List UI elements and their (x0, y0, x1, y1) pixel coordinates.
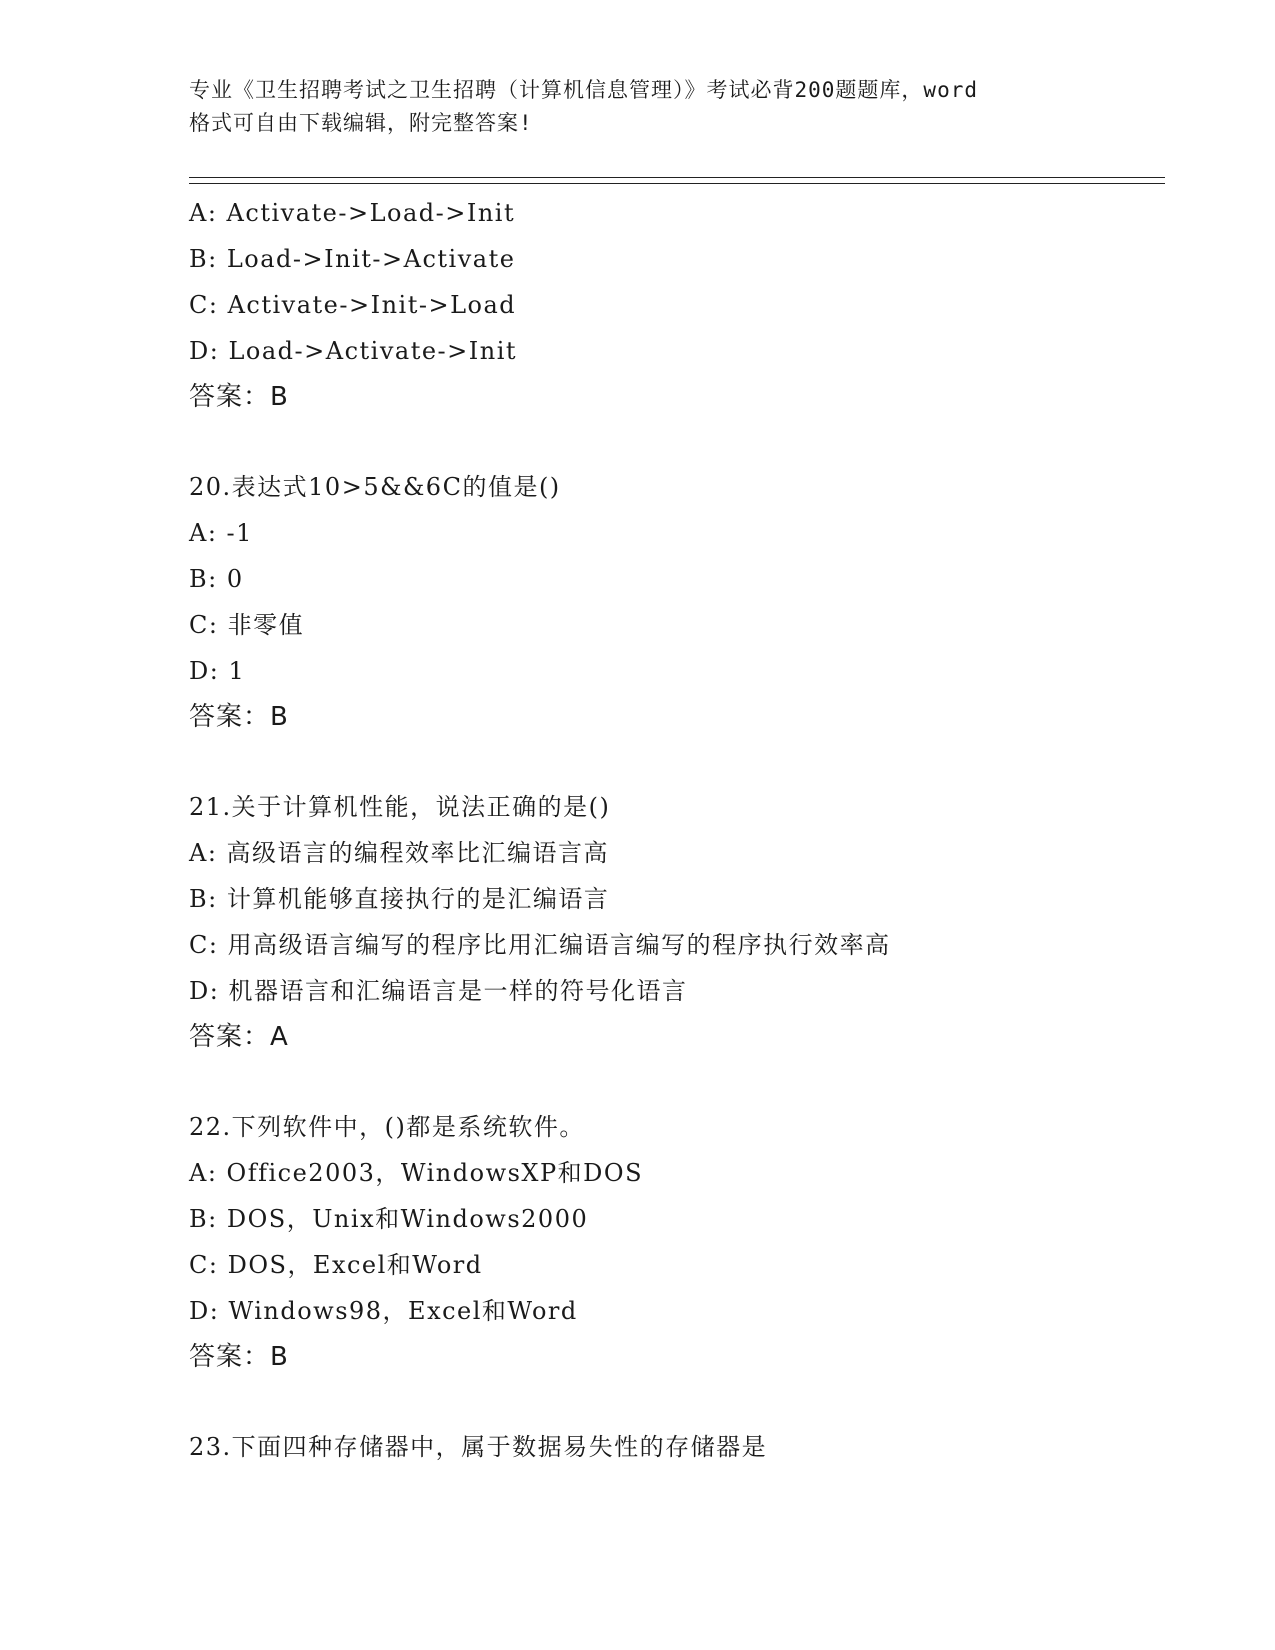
question-text: 22.下列软件中，()都是系统软件。 (189, 1113, 585, 1141)
option-c: C: Activate->Init->Load (189, 291, 517, 319)
option-d: D: 机器语言和汇编语言是一样的符号化语言 (189, 977, 688, 1005)
option-a: A: Office2003，WindowsXP和DOS (189, 1159, 644, 1187)
question-block-21 (189, 784, 1169, 1060)
spacer (189, 1380, 1169, 1424)
option-c: C: 用高级语言编写的程序比用汇编语言编写的程序执行效率高 (189, 931, 891, 959)
question-text: 23.下面四种存储器中，属于数据易失性的存储器是 (189, 1433, 768, 1461)
spacer (189, 1060, 1169, 1104)
question-list (189, 190, 1169, 1470)
header-divider-top (189, 177, 1165, 178)
answer-label: 答案：B (189, 1342, 289, 1372)
option-c: C: DOS，Excel和Word (189, 1251, 483, 1279)
option-d: D: Windows98，Excel和Word (189, 1297, 578, 1325)
option-a: A: -1 (189, 519, 253, 547)
answer-label: 答案：A (189, 1022, 289, 1052)
header-divider-bottom (189, 183, 1165, 184)
option-b: B: 计算机能够直接执行的是汇编语言 (189, 885, 610, 913)
question-block-22 (189, 1104, 1169, 1380)
option-b: B: DOS，Unix和Windows2000 (189, 1205, 589, 1233)
option-d: D: Load->Activate->Init (189, 337, 518, 365)
answer-label: 答案：B (189, 382, 289, 412)
answer-label: 答案：B (189, 702, 289, 732)
option-b: B: 0 (189, 565, 244, 593)
question-block-19 (189, 190, 1169, 420)
question-block-20 (189, 464, 1169, 740)
option-a: A: 高级语言的编程效率比汇编语言高 (189, 839, 610, 867)
header-line-1: 专业《卫生招聘考试之卫生招聘（计算机信息管理）》考试必背200题题库，word (189, 78, 978, 102)
question-text: 21.关于计算机性能，说法正确的是() (189, 793, 611, 821)
spacer (189, 740, 1169, 784)
option-b: B: Load->Init->Activate (189, 245, 516, 273)
question-text: 20.表达式10>5&&6C的值是() (189, 473, 561, 501)
header-line-2: 格式可自由下载编辑，附完整答案! (189, 111, 533, 135)
option-a: A: Activate->Load->Init (189, 199, 516, 227)
question-block-23 (189, 1424, 1169, 1470)
option-c: C: 非零值 (189, 611, 305, 639)
document-header (189, 74, 1089, 140)
option-d: D: 1 (189, 657, 246, 685)
spacer (189, 420, 1169, 464)
